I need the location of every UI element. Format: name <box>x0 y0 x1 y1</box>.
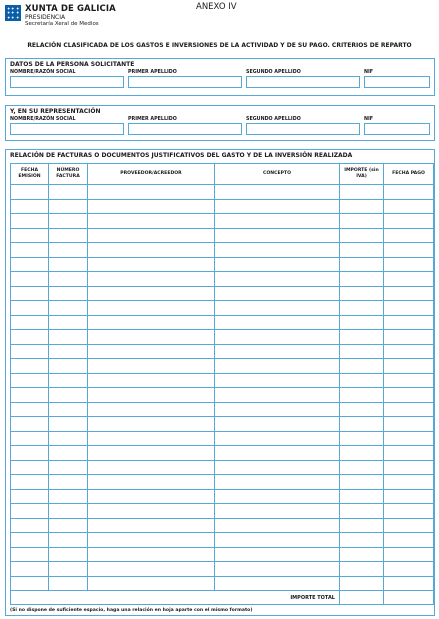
total-amount-cell[interactable] <box>340 591 384 605</box>
payment-date-cell[interactable] <box>384 431 434 446</box>
supplier-cell[interactable] <box>88 185 215 200</box>
concept-cell[interactable] <box>215 460 340 475</box>
issue-date-cell[interactable] <box>11 460 49 475</box>
supplier-cell[interactable] <box>88 214 215 229</box>
supplier-cell[interactable] <box>88 431 215 446</box>
table-row <box>11 460 434 475</box>
concept-cell[interactable] <box>215 475 340 490</box>
concept-cell[interactable] <box>215 446 340 461</box>
table-row <box>11 344 434 359</box>
issue-date-cell[interactable] <box>11 431 49 446</box>
payment-date-cell[interactable] <box>384 475 434 490</box>
amount-cell[interactable] <box>340 431 384 446</box>
payment-date-cell[interactable] <box>384 301 434 316</box>
issue-date-cell[interactable] <box>11 373 49 388</box>
table-row <box>11 257 434 272</box>
payment-date-cell[interactable] <box>384 504 434 519</box>
payment-date-cell[interactable] <box>384 518 434 533</box>
column-header-payment-date: FECHA PAGO <box>384 164 434 185</box>
issue-date-cell[interactable] <box>11 576 49 591</box>
table-row <box>11 547 434 562</box>
amount-cell[interactable] <box>340 417 384 432</box>
issue-date-cell[interactable] <box>11 388 49 403</box>
amount-cell[interactable] <box>340 228 384 243</box>
concept-cell[interactable] <box>215 315 340 330</box>
issue-date-cell[interactable] <box>11 402 49 417</box>
table-row <box>11 518 434 533</box>
supplier-cell[interactable] <box>88 199 215 214</box>
supplier-cell[interactable] <box>88 402 215 417</box>
supplier-cell[interactable] <box>88 533 215 548</box>
concept-cell[interactable] <box>215 359 340 374</box>
payment-date-cell[interactable] <box>384 533 434 548</box>
supplier-cell[interactable] <box>88 417 215 432</box>
amount-cell[interactable] <box>340 286 384 301</box>
supplier-cell[interactable] <box>88 562 215 577</box>
annex-label: ANEXO IV <box>196 2 237 12</box>
concept-cell[interactable] <box>215 373 340 388</box>
invoices-table <box>10 163 434 605</box>
supplier-cell[interactable] <box>88 301 215 316</box>
representative-section-title: Y, EN SU REPRESENTACIÓN <box>10 108 101 115</box>
column-header-concept: CONCEPTO <box>215 164 340 185</box>
representative-second-surname-field[interactable] <box>246 123 360 135</box>
payment-date-cell[interactable] <box>384 185 434 200</box>
amount-cell[interactable] <box>340 243 384 258</box>
table-row <box>11 286 434 301</box>
invoice-number-cell[interactable] <box>49 243 88 258</box>
issue-date-cell[interactable] <box>11 344 49 359</box>
invoice-number-cell[interactable] <box>49 257 88 272</box>
concept-cell[interactable] <box>215 547 340 562</box>
concept-cell[interactable] <box>215 228 340 243</box>
concept-cell[interactable] <box>215 185 340 200</box>
supplier-cell[interactable] <box>88 286 215 301</box>
payment-date-cell[interactable] <box>384 359 434 374</box>
column-header-invoice-number: NÚMERO FACTURA <box>49 164 88 185</box>
concept-cell[interactable] <box>215 562 340 577</box>
supplier-cell[interactable] <box>88 489 215 504</box>
column-header-amount: IMPORTE (sin IVA) <box>340 164 384 185</box>
total-label: IMPORTE TOTAL <box>11 591 340 605</box>
payment-date-cell[interactable] <box>384 214 434 229</box>
invoice-number-cell[interactable] <box>49 301 88 316</box>
column-header-supplier: PROVEEDOR/ACREEDOR <box>88 164 215 185</box>
issue-date-cell[interactable] <box>11 518 49 533</box>
concept-cell[interactable] <box>215 518 340 533</box>
issue-date-cell[interactable] <box>11 547 49 562</box>
payment-date-cell[interactable] <box>384 576 434 591</box>
issue-date-cell[interactable] <box>11 214 49 229</box>
amount-cell[interactable] <box>340 185 384 200</box>
amount-cell[interactable] <box>340 547 384 562</box>
payment-date-cell[interactable] <box>384 373 434 388</box>
payment-date-cell[interactable] <box>384 562 434 577</box>
issue-date-cell[interactable] <box>11 533 49 548</box>
amount-cell[interactable] <box>340 475 384 490</box>
concept-cell[interactable] <box>215 504 340 519</box>
payment-date-cell[interactable] <box>384 489 434 504</box>
table-row <box>11 373 434 388</box>
org-name: XUNTA DE GALICIA <box>25 4 116 14</box>
amount-cell[interactable] <box>340 518 384 533</box>
invoice-number-cell[interactable] <box>49 315 88 330</box>
payment-date-cell[interactable] <box>384 460 434 475</box>
amount-cell[interactable] <box>340 344 384 359</box>
concept-cell[interactable] <box>215 417 340 432</box>
invoice-number-cell[interactable] <box>49 417 88 432</box>
invoice-number-cell[interactable] <box>49 402 88 417</box>
table-row <box>11 330 434 345</box>
table-row <box>11 576 434 591</box>
issue-date-cell[interactable] <box>11 446 49 461</box>
supplier-cell[interactable] <box>88 475 215 490</box>
supplier-cell[interactable] <box>88 344 215 359</box>
concept-cell[interactable] <box>215 533 340 548</box>
concept-cell[interactable] <box>215 214 340 229</box>
invoice-number-cell[interactable] <box>49 431 88 446</box>
issue-date-cell[interactable] <box>11 243 49 258</box>
supplier-cell[interactable] <box>88 272 215 287</box>
amount-cell[interactable] <box>340 199 384 214</box>
supplier-cell[interactable] <box>88 547 215 562</box>
payment-date-cell[interactable] <box>384 286 434 301</box>
table-row <box>11 562 434 577</box>
amount-cell[interactable] <box>340 359 384 374</box>
issue-date-cell[interactable] <box>11 475 49 490</box>
concept-cell[interactable] <box>215 257 340 272</box>
representative-name-label: NOMBRE/RAZÓN SOCIAL <box>10 117 76 122</box>
issue-date-cell[interactable] <box>11 257 49 272</box>
invoice-number-cell[interactable] <box>49 359 88 374</box>
amount-cell[interactable] <box>340 373 384 388</box>
invoice-number-cell[interactable] <box>49 185 88 200</box>
amount-cell[interactable] <box>340 446 384 461</box>
invoice-number-cell[interactable] <box>49 489 88 504</box>
supplier-cell[interactable] <box>88 373 215 388</box>
amount-cell[interactable] <box>340 533 384 548</box>
issue-date-cell[interactable] <box>11 330 49 345</box>
invoices-section <box>5 149 435 616</box>
payment-date-cell[interactable] <box>384 417 434 432</box>
amount-cell[interactable] <box>340 330 384 345</box>
supplier-cell[interactable] <box>88 388 215 403</box>
table-row <box>11 185 434 200</box>
representative-nif-field[interactable] <box>364 123 430 135</box>
applicant-second-surname-field[interactable] <box>246 76 360 88</box>
table-row <box>11 475 434 490</box>
column-header-issue-date: FECHA EMISIÓN <box>11 164 49 185</box>
issue-date-cell[interactable] <box>11 359 49 374</box>
document-title: RELACIÓN CLASIFICADA DE LOS GASTOS E INVERSIONES DE LA ACTIVIDAD Y DE SU PAGO. CRITERIOS DE REPARTO <box>27 42 412 49</box>
invoice-number-cell[interactable] <box>49 373 88 388</box>
invoice-number-cell[interactable] <box>49 272 88 287</box>
table-row <box>11 214 434 229</box>
invoice-number-cell[interactable] <box>49 562 88 577</box>
supplier-cell[interactable] <box>88 359 215 374</box>
amount-cell[interactable] <box>340 504 384 519</box>
invoice-number-cell[interactable] <box>49 388 88 403</box>
applicant-second-surname-label: SEGUNDO APELLIDO <box>246 70 301 75</box>
invoice-number-cell[interactable] <box>49 576 88 591</box>
applicant-first-surname-label: PRIMER APELLIDO <box>128 70 177 75</box>
xunta-logo-icon <box>5 5 21 21</box>
amount-cell[interactable] <box>340 460 384 475</box>
table-row <box>11 489 434 504</box>
supplier-cell[interactable] <box>88 446 215 461</box>
invoice-number-cell[interactable] <box>49 504 88 519</box>
invoice-number-cell[interactable] <box>49 228 88 243</box>
invoice-number-cell[interactable] <box>49 199 88 214</box>
invoice-number-cell[interactable] <box>49 286 88 301</box>
payment-date-cell[interactable] <box>384 547 434 562</box>
applicant-first-surname-field[interactable] <box>128 76 242 88</box>
concept-cell[interactable] <box>215 301 340 316</box>
supplier-cell[interactable] <box>88 315 215 330</box>
representative-name-field[interactable] <box>10 123 124 135</box>
issue-date-cell[interactable] <box>11 199 49 214</box>
concept-cell[interactable] <box>215 388 340 403</box>
table-row <box>11 417 434 432</box>
concept-cell[interactable] <box>215 576 340 591</box>
invoice-number-cell[interactable] <box>49 547 88 562</box>
table-row <box>11 228 434 243</box>
payment-date-cell[interactable] <box>384 446 434 461</box>
issue-date-cell[interactable] <box>11 315 49 330</box>
supplier-cell[interactable] <box>88 460 215 475</box>
amount-cell[interactable] <box>340 388 384 403</box>
org-subdepartment: Secretaría Xeral de Medios <box>25 21 99 27</box>
applicant-section <box>5 58 435 96</box>
table-row <box>11 243 434 258</box>
invoice-number-cell[interactable] <box>49 533 88 548</box>
table-row <box>11 301 434 316</box>
supplier-cell[interactable] <box>88 243 215 258</box>
invoice-number-cell[interactable] <box>49 475 88 490</box>
payment-date-cell[interactable] <box>384 315 434 330</box>
payment-date-cell[interactable] <box>384 402 434 417</box>
invoice-number-cell[interactable] <box>49 344 88 359</box>
issue-date-cell[interactable] <box>11 228 49 243</box>
payment-date-cell[interactable] <box>384 330 434 345</box>
invoice-number-cell[interactable] <box>49 330 88 345</box>
representative-second-surname-label: SEGUNDO APELLIDO <box>246 117 301 122</box>
table-row <box>11 446 434 461</box>
applicant-nif-field[interactable] <box>364 76 430 88</box>
total-row <box>11 591 434 605</box>
table-row <box>11 359 434 374</box>
footnote: (Si no dispone de suficiente espacio, haga una relación en hoja aparte con el mismo formato) <box>10 608 253 613</box>
concept-cell[interactable] <box>215 402 340 417</box>
payment-date-cell[interactable] <box>384 199 434 214</box>
issue-date-cell[interactable] <box>11 562 49 577</box>
amount-cell[interactable] <box>340 214 384 229</box>
supplier-cell[interactable] <box>88 257 215 272</box>
table-row <box>11 199 434 214</box>
representative-nif-label: NIF <box>364 117 374 122</box>
representative-first-surname-field[interactable] <box>128 123 242 135</box>
amount-cell[interactable] <box>340 301 384 316</box>
amount-cell[interactable] <box>340 576 384 591</box>
supplier-cell[interactable] <box>88 504 215 519</box>
issue-date-cell[interactable] <box>11 272 49 287</box>
invoice-number-cell[interactable] <box>49 214 88 229</box>
issue-date-cell[interactable] <box>11 185 49 200</box>
amount-cell[interactable] <box>340 315 384 330</box>
invoices-section-title: RELACIÓN DE FACTURAS O DOCUMENTOS JUSTIFICATIVOS DEL GASTO Y DE LA INVERSIÓN REALIZADA <box>10 152 353 159</box>
applicant-nif-label: NIF <box>364 70 374 75</box>
invoice-number-cell[interactable] <box>49 446 88 461</box>
total-blank-cell <box>384 591 434 605</box>
table-row <box>11 431 434 446</box>
invoice-number-cell[interactable] <box>49 518 88 533</box>
table-row <box>11 315 434 330</box>
amount-cell[interactable] <box>340 257 384 272</box>
concept-cell[interactable] <box>215 431 340 446</box>
table-row <box>11 388 434 403</box>
amount-cell[interactable] <box>340 562 384 577</box>
table-row <box>11 504 434 519</box>
concept-cell[interactable] <box>215 344 340 359</box>
applicant-name-label: NOMBRE/RAZÓN SOCIAL <box>10 70 76 75</box>
issue-date-cell[interactable] <box>11 504 49 519</box>
org-department: PRESIDENCIA <box>25 14 66 21</box>
payment-date-cell[interactable] <box>384 257 434 272</box>
invoices-header-row <box>11 164 434 185</box>
concept-cell[interactable] <box>215 272 340 287</box>
issue-date-cell[interactable] <box>11 301 49 316</box>
payment-date-cell[interactable] <box>384 243 434 258</box>
supplier-cell[interactable] <box>88 518 215 533</box>
applicant-section-title: DATOS DE LA PERSONA SOLICITANTE <box>10 61 135 68</box>
invoice-number-cell[interactable] <box>49 460 88 475</box>
concept-cell[interactable] <box>215 330 340 345</box>
payment-date-cell[interactable] <box>384 272 434 287</box>
representative-first-surname-label: PRIMER APELLIDO <box>128 117 177 122</box>
concept-cell[interactable] <box>215 243 340 258</box>
payment-date-cell[interactable] <box>384 344 434 359</box>
supplier-cell[interactable] <box>88 576 215 591</box>
applicant-name-field[interactable] <box>10 76 124 88</box>
issue-date-cell[interactable] <box>11 286 49 301</box>
concept-cell[interactable] <box>215 489 340 504</box>
supplier-cell[interactable] <box>88 228 215 243</box>
amount-cell[interactable] <box>340 272 384 287</box>
amount-cell[interactable] <box>340 402 384 417</box>
issue-date-cell[interactable] <box>11 489 49 504</box>
concept-cell[interactable] <box>215 199 340 214</box>
table-row <box>11 272 434 287</box>
payment-date-cell[interactable] <box>384 388 434 403</box>
supplier-cell[interactable] <box>88 330 215 345</box>
concept-cell[interactable] <box>215 286 340 301</box>
issue-date-cell[interactable] <box>11 417 49 432</box>
table-row <box>11 402 434 417</box>
payment-date-cell[interactable] <box>384 228 434 243</box>
table-row <box>11 533 434 548</box>
amount-cell[interactable] <box>340 489 384 504</box>
representative-section <box>5 105 435 141</box>
